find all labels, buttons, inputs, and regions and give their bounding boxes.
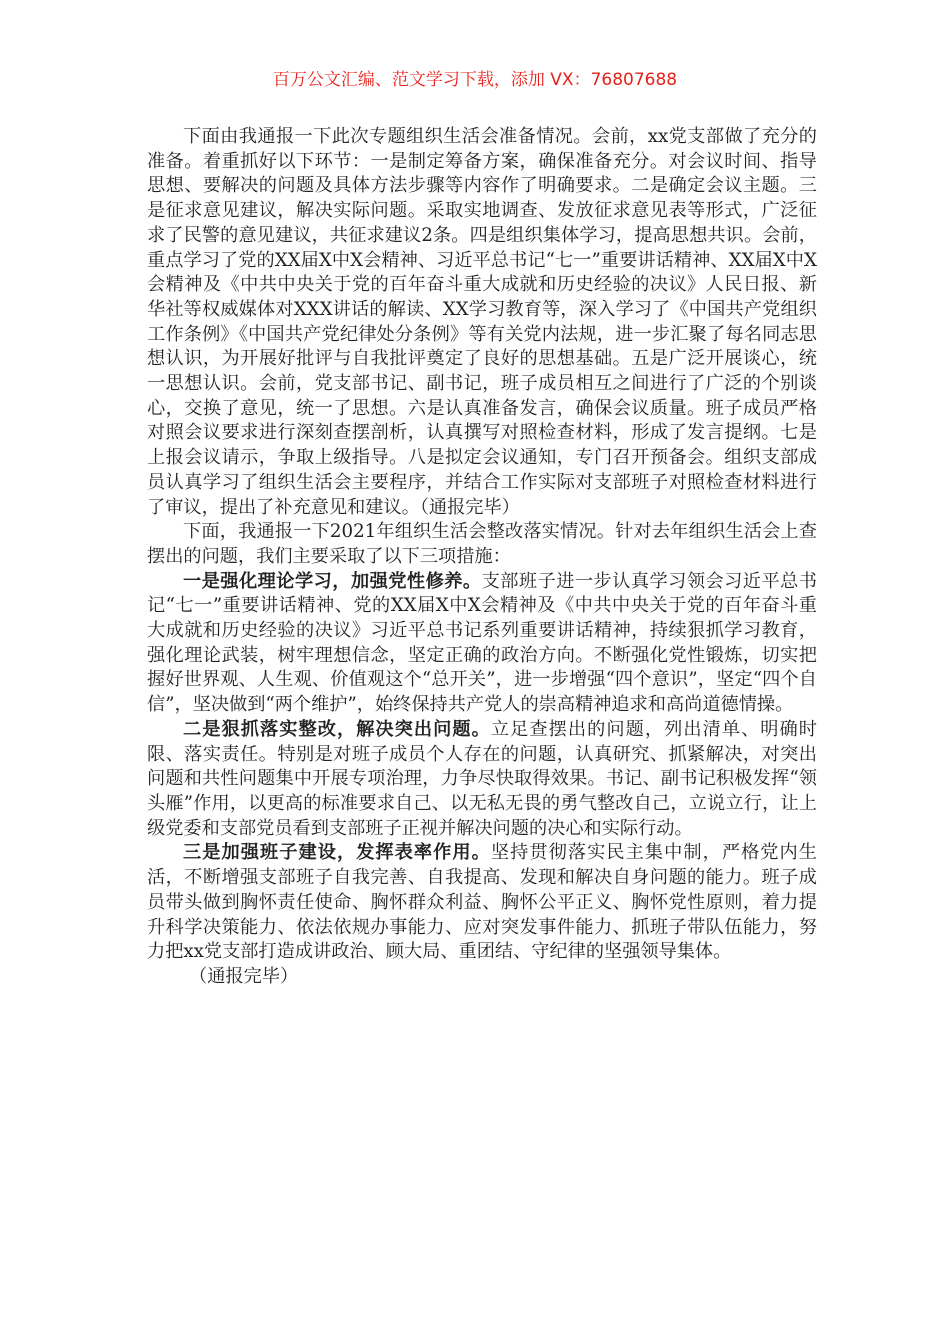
- measure-2-body: 立足查摆出的问题，列出清单、明确时限、落实责任。特别是对班子成员个人存在的问题，认真研究、抓紧解决，对突出问题和共性问题集中开展专项治理，力争尽快取得效果。书记、副书记积极发挥“领头雁”作用，以更高的标准要求自己、以无私无畏的勇气整改自己，立说立行，让上级党委和支部党员看到支部班子正视并解决问题的决心和实际行动。: [147, 718, 817, 839]
- document-body: [147, 125, 817, 990]
- measure-1-body: 支部班子进一步认真学习领会习近平总书记“七一”重要讲话精神、党的XX届X中X会精神及《中共中央关于党的百年奋斗重大成就和历史经验的决议》习近平总书记系列重要讲话精神，持续狠抓学习教育，强化理论武装，树牢理想信念，坚定正确的政治方向。不断强化党性锻炼，切实把握好世界观、人生观、价值观这个“总开关”，进一步增强“四个意识”，坚定“四个自信”，坚决做到“两个维护”，始终保持共产党人的崇高精神追求和高尚道德情操。: [147, 570, 817, 716]
- paragraph-rectification-intro: 下面，我通报一下2021年组织生活会整改落实情况。针对去年组织生活会上查摆出的问题，我们主要采取了以下三项措施：: [147, 521, 817, 567]
- measure-3-body: 坚持贯彻落实民主集中制，严格党内生活，不断增强支部班子自我完善、自我提高、发现和解决自身问题的能力。班子成员带头做到胸怀责任使命、胸怀群众利益、胸怀公平正义、胸怀党性原则，着力提升科学决策能力、依法依规办事能力、应对突发事件能力、抓班子带队伍能力，努力把xx党支部打造成讲政治、顾大局、重团结、守纪律的坚强领导集体。: [147, 842, 817, 963]
- measure-1-heading: 一是强化理论学习，加强党性修养。: [183, 570, 482, 592]
- paragraph-measure-2: [147, 718, 817, 842]
- measure-3-heading: 三是加强班子建设，发挥表率作用。: [183, 842, 491, 864]
- closing-remark: （通报完毕）: [189, 965, 299, 987]
- paragraph-measure-3: [147, 841, 817, 965]
- measure-2-heading: 二是狠抓落实整改，解决突出问题。: [183, 718, 491, 740]
- header-banner: 百万公文汇编、范文学习下载，添加 VX：76807688: [272, 70, 678, 90]
- paragraph-preparation: 下面由我通报一下此次专题组织生活会准备情况。会前，xx党支部做了充分的准备。着重抓好以下环节：一是制定筹备方案，确保准备充分。对会议时间、指导思想、要解决的问题及具体方法步骤等内容作了明确要求。二是确定会议主题。三是征求意见建议，解决实际问题。采取实地调查、发放征求意见表等形式，广泛征求了民警的意见建议，共征求建议2条。四是组织集体学习，提高思想共识。会前，重点学习了党的XX届X中X会精神、习近平总书记“七一”重要讲话精神、XX届X中X会精神及《中共中央关于党的百年奋斗重大成就和历史经验的决议》人民日报、新华社等权威媒体对XXX讲话的解读、XX学习教育等，深入学习了《中国共产党组织工作条例》《中国共产党纪律处分条例》等有关党内法规，进一步汇聚了每名同志思想认识，为开展好批评与自我批评奠定了良好的思想基础。五是广泛开展谈心，统一思想认识。会前，党支部书记、副书记，班子成员相互之间进行了广泛的个别谈心，交换了意见，统一了思想。六是认真准备发言，确保会议质量。班子成员严格对照会议要求进行深刻查摆剖析，认真撰写对照检查材料，形成了发言提纲。七是上报会议请示，争取上级指导。八是拟定会议通知，专门召开预备会。组织支部成员认真学习了组织生活会主要程序，并结合工作实际对支部班子对照检查材料进行了审议，提出了补充意见和建议。（通报完毕）: [147, 126, 817, 518]
- paragraph-measure-1: [147, 570, 817, 718]
